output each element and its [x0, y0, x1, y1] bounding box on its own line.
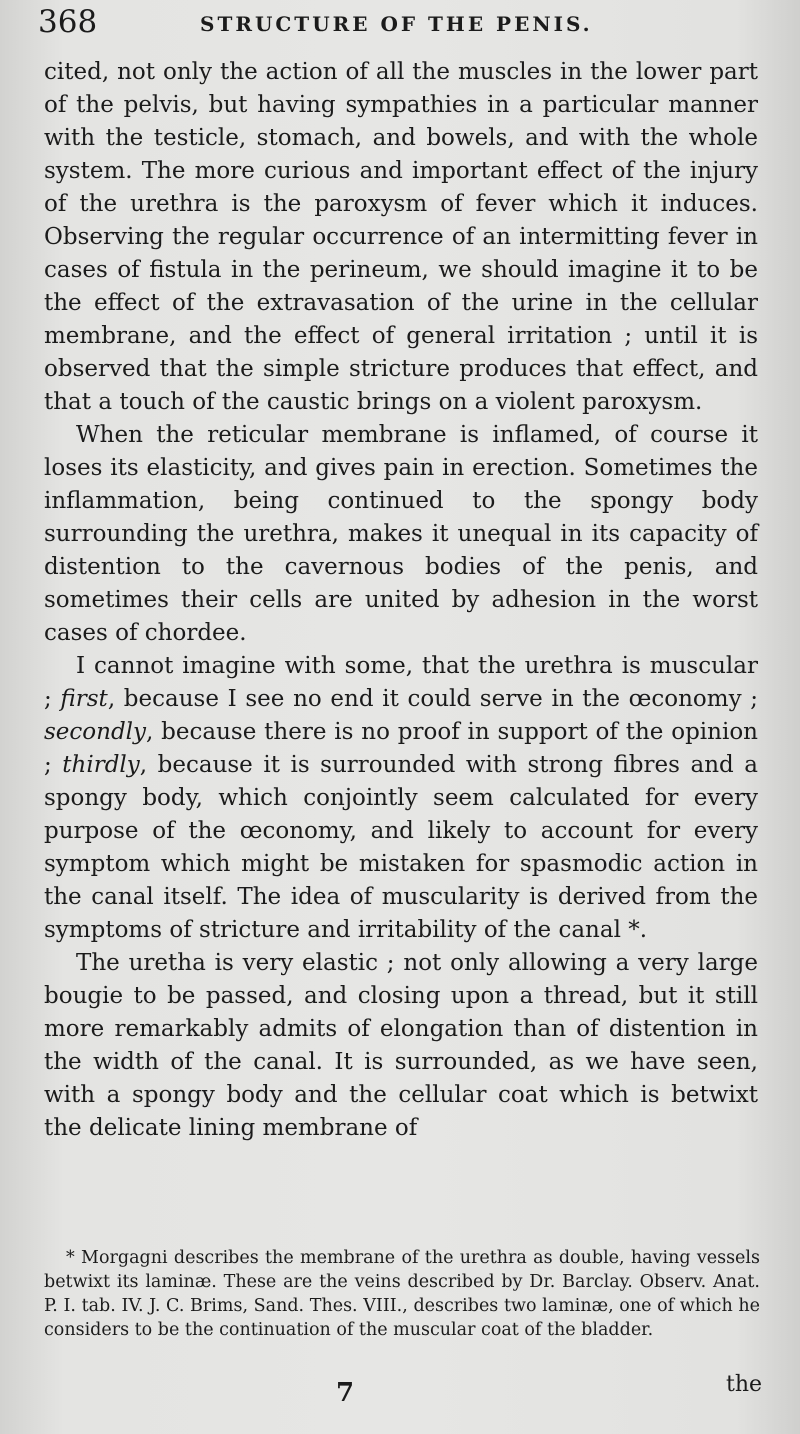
paragraph-text: cited, not only the action of all the muscles in the lower part of the pelvis, but having sympathies in a particular manner with the testicle, stomach, and bowels, and with the whole system. The more curious and important effect of the injury of the urethra is the paroxysm of fever which it induces. Observing the regular occurrence of an intermitting fever in cases of fistula in the perineum, we should imagine it to be the effect of the extravasation of the urine in the cellular membrane, and the effect of general irritation ; until it is observed that the simple stricture produces that effect, and that a touch of the caustic brings on a violent paroxysm.: [44, 59, 758, 415]
paragraph-text: , because there is no proof in support of the opinion ;: [44, 719, 758, 778]
paragraph-muscular-argument: [44, 650, 758, 947]
paragraph-text: When the reticular membrane is inflamed, of course it loses its elasticity, and gives pain in erection. Sometimes the inflammation, being continued to the spongy body surrounding the urethra, makes it unequal in its capacity of distention to the cavernous bodies of the penis, and sometimes their cells are united by adhesion in the worst cases of chordee.: [44, 422, 758, 646]
paragraph-urethra-elastic: [44, 947, 758, 1145]
paragraph-text: , because I see no end it could serve in the œconomy ;: [107, 686, 758, 712]
italic-thirdly: thirdly: [62, 752, 140, 778]
running-head: STRUCTURE OF THE PENIS.: [200, 12, 593, 36]
italic-first: first: [60, 686, 108, 712]
paragraph-reticular-membrane: [44, 419, 758, 650]
paragraph-text: I cannot imagine with some, that the urethra is muscular ;: [44, 653, 758, 712]
paragraph-text: , because it is surrounded with strong fibres and a spongy body, which conjointly seem calculated for every purpose of the œconomy, and likely to account for every symptom which might be mistaken for spasmodic action in the canal itself. The idea of muscularity is derived from the symptoms of stricture and irritability of the canal *.: [44, 752, 758, 943]
page-header: [38, 4, 764, 44]
body-text: [44, 56, 758, 1145]
italic-secondly: secondly: [44, 719, 147, 745]
signature-mark: 7: [336, 1378, 355, 1408]
footnote: [44, 1246, 760, 1342]
page-number: 368: [38, 4, 98, 40]
footnote-text: * Morgagni describes the membrane of the urethra as double, having vessels betwixt its laminæ. These are the veins described by Dr. Barclay. Observ. Anat. P. I. tab. IV. J. C. Brims, Sand. Thes. VIII., describes two laminæ, one of which he considers to be the continuation of the muscular coat of the bladder.: [44, 1248, 760, 1340]
paragraph-continued: [44, 56, 758, 419]
catchword: the: [726, 1372, 763, 1397]
paragraph-text: The uretha is very elastic ; not only allowing a very large bougie to be passed, and closing upon a thread, but it still more remarkably admits of elongation than of distention in the width of the canal. It is surrounded, as we have seen, with a spongy body and the cellular coat which is betwixt the delicate lining membrane of: [44, 950, 758, 1141]
